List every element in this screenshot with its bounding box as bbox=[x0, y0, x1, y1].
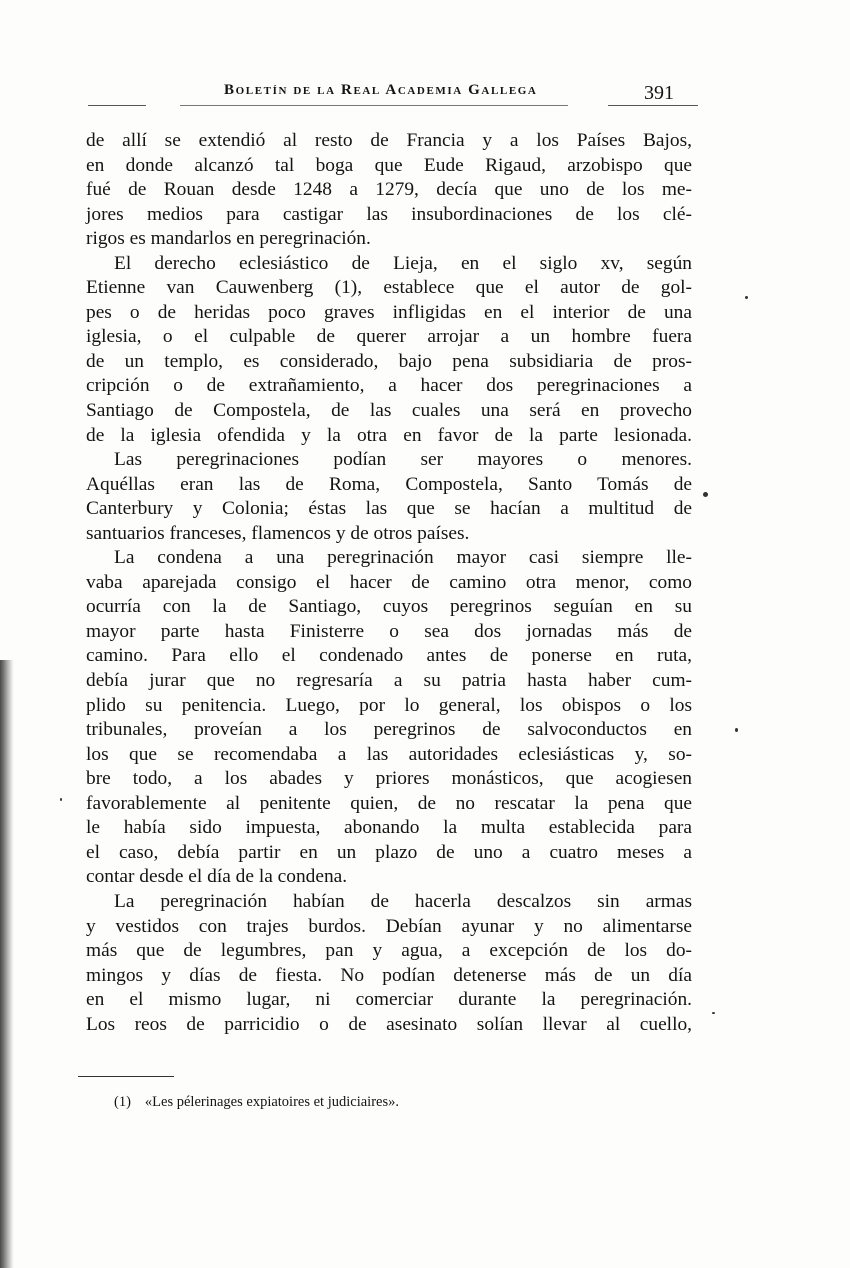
text-line: en donde alcanzó tal boga que Eude Rigaud, arzobispo que bbox=[86, 154, 692, 176]
text-line: el caso, debía partir en un plazo de uno a cuatro meses a bbox=[86, 841, 692, 863]
text-line: rigos es mandarlos en peregrinación. bbox=[86, 228, 371, 250]
text-line: de allí se extendió al resto de Francia y a los Países Bajos, bbox=[86, 130, 692, 151]
text-line: El derecho eclesiástico de Lieja, en el siglo xv, según bbox=[114, 252, 692, 274]
text-line: Etienne van Cauwenberg (1), establece que el autor de gol- bbox=[86, 277, 692, 299]
text-line: Las peregrinaciones podían ser mayores o menores. bbox=[114, 449, 692, 471]
body-text bbox=[86, 129, 692, 1037]
scan-speck bbox=[745, 296, 748, 299]
text-line: de la iglesia ofendida y la otra en favor de la parte lesionada. bbox=[86, 424, 692, 446]
text-line: mayor parte hasta Finisterre o sea dos jornadas más de bbox=[86, 620, 692, 642]
header-rule-right bbox=[608, 105, 698, 106]
footnote-text: «Les pélerinages expiatoires et judiciaires». bbox=[144, 1094, 399, 1110]
text-line: más que de legumbres, pan y agua, a excepción de los do- bbox=[86, 940, 692, 962]
text-line: y vestidos con trajes burdos. Debían ayunar y no alimentarse bbox=[86, 915, 692, 937]
binding-shadow bbox=[0, 660, 14, 1268]
text-line: Canterbury y Colonia; éstas las que se hacían a multitud de bbox=[86, 498, 692, 520]
text-line: le había sido impuesta, abonando la multa establecida para bbox=[86, 817, 692, 839]
header-rule-middle bbox=[180, 105, 568, 106]
text-line: La condena a una peregrinación mayor casi siempre lle- bbox=[114, 547, 692, 569]
text-line: La peregrinación habían de hacerla descalzos sin armas bbox=[114, 890, 692, 912]
text-line: plido su penitencia. Luego, por lo general, los obispos o los bbox=[86, 694, 692, 716]
scan-speck bbox=[712, 1012, 715, 1014]
page-number: 391 bbox=[644, 82, 674, 104]
text-line: en el mismo lugar, ni comerciar durante la peregrinación. bbox=[86, 989, 692, 1011]
text-line: jores medios para castigar las insubordinaciones de los clé- bbox=[86, 203, 692, 225]
text-line: fué de Rouan desde 1248 a 1279, decía que uno de los me- bbox=[86, 179, 692, 201]
text-line: camino. Para ello el condenado antes de ponerse en ruta, bbox=[86, 645, 692, 667]
text-line: favorablemente al penitente quien, de no rescatar la pena que bbox=[86, 792, 692, 814]
text-line: debía jurar que no regresaría a su patria hasta haber cum- bbox=[86, 670, 692, 692]
footnote bbox=[114, 1094, 399, 1111]
text-line: mingos y días de fiesta. No podían detenerse más de un día bbox=[86, 964, 692, 986]
text-line: bre todo, a los abades y priores monásticos, que acogiesen bbox=[86, 768, 692, 790]
text-line: Los reos de parricidio o de asesinato solían llevar al cuello, bbox=[86, 1013, 692, 1035]
text-line: de un templo, es considerado, bajo pena subsidiaria de pros- bbox=[86, 350, 692, 372]
text-line: Aquéllas eran las de Roma, Compostela, Santo Tomás de bbox=[86, 473, 692, 495]
text-line: los que se recomendaba a las autoridades eclesiásticas y, so- bbox=[86, 743, 692, 765]
footnote-marker: (1) bbox=[114, 1094, 131, 1110]
running-head bbox=[88, 78, 698, 108]
header-rule-left bbox=[88, 105, 146, 106]
text-line: vaba aparejada consigo el hacer de camino otra menor, como bbox=[86, 571, 692, 593]
scan-speck bbox=[735, 728, 738, 732]
text-line: cripción o de extrañamiento, a hacer dos peregrinaciones a bbox=[86, 375, 692, 397]
journal-title: Boletín de la Real Academia Gallega bbox=[224, 82, 538, 98]
text-line: tribunales, proveían a los peregrinos de salvoconductos en bbox=[86, 719, 692, 741]
text-line: ocurría con la de Santiago, cuyos peregrinos seguían en su bbox=[86, 596, 692, 618]
footnote-rule bbox=[78, 1076, 174, 1077]
text-line: pes o de heridas poco graves infligidas en el interior de una bbox=[86, 301, 692, 323]
scan-speck bbox=[703, 492, 708, 497]
text-line: santuarios franceses, flamencos y de otros países. bbox=[86, 522, 470, 544]
scan-speck bbox=[60, 798, 62, 801]
text-line: iglesia, o el culpable de querer arrojar a un hombre fuera bbox=[86, 326, 692, 348]
text-line: Santiago de Compostela, de las cuales una será en provecho bbox=[86, 400, 692, 422]
text-line: contar desde el día de la condena. bbox=[86, 866, 348, 888]
